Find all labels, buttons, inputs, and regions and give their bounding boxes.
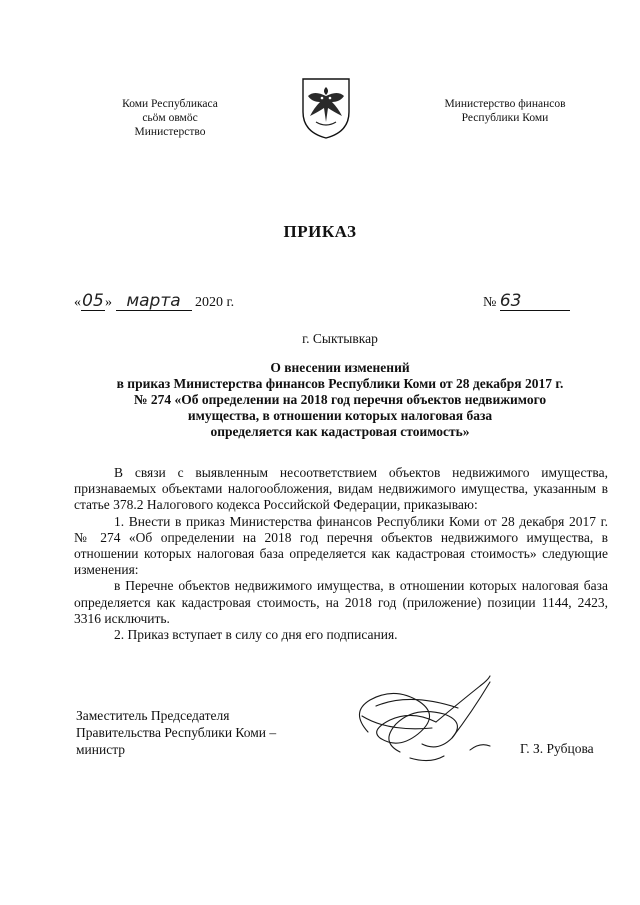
body-paragraph: в Перечне объектов недвижимого имущества, в отношении которых налоговая база определяется как кадастровая стоимость, на 2018 год (приложение) позиции 1144, 2423, 3316 исключить. bbox=[74, 578, 608, 626]
header-left-line: сьӧм овмӧс bbox=[142, 112, 198, 124]
subject-line: имущества, в отношении которых налоговая база bbox=[187, 408, 493, 423]
subject-line: № 274 «Об определении на 2018 год перечня объектов недвижимого bbox=[133, 392, 547, 407]
header-left-line: Коми Республикаса bbox=[122, 98, 218, 110]
header-left-line: Министерство bbox=[134, 126, 206, 138]
number-prefix: № bbox=[483, 295, 497, 310]
header-right-line: Республики Коми bbox=[461, 112, 549, 124]
subject-line: определяется как кадастровая стоимость» bbox=[210, 424, 470, 439]
order-number bbox=[483, 292, 583, 314]
date-open-quote: « bbox=[74, 295, 81, 310]
city: г. Сыктывкар bbox=[302, 331, 378, 346]
position-line: Заместитель Председателя bbox=[76, 708, 230, 723]
order-subject bbox=[70, 360, 610, 440]
body-paragraph: 1. Внести в приказ Министерства финансов Республики Коми от 28 декабря 2017 г. № 274 «Об определении на 2018 год перечня объектов недвижимого имущества, в отношении которых налоговая база определяется как кадастровая стоимость» следующие изменения: bbox=[74, 513, 608, 578]
header-right-line: Министерство финансов bbox=[444, 98, 566, 110]
subject-line: в приказ Министерства финансов Республики Коми от 28 декабря 2017 г. bbox=[116, 376, 564, 391]
body-paragraph: 2. Приказ вступает в силу со дня его подписания. bbox=[114, 627, 398, 643]
header-right bbox=[420, 97, 590, 125]
subject-line: О внесении изменений bbox=[270, 360, 410, 375]
date-month: марта bbox=[116, 292, 192, 311]
handwritten-signature bbox=[340, 672, 520, 772]
date-year: 2020 г. bbox=[195, 295, 235, 310]
komi-coat-of-arms-icon bbox=[300, 76, 352, 140]
position-line: Правительства Республики Коми – bbox=[76, 725, 277, 740]
document-title: ПРИКАЗ bbox=[283, 222, 357, 241]
position-line: министр bbox=[76, 742, 126, 757]
number-value: 63 bbox=[500, 292, 570, 311]
signatory-position bbox=[76, 707, 336, 758]
body-paragraph: В связи с выявленным несоответствием объектов недвижимого имущества, признаваемых объектами налогообложения, видам недвижимого имущества, указанным в статье 378.2 Налогового кодекса Российской Федерации, приказываю: bbox=[74, 465, 608, 513]
order-date bbox=[74, 292, 274, 314]
signatory-name: Г. З. Рубцова bbox=[520, 741, 594, 756]
header-left bbox=[100, 97, 240, 139]
order-body bbox=[74, 465, 608, 643]
date-day: 05 bbox=[82, 291, 104, 311]
date-close-quote: » bbox=[105, 295, 112, 310]
